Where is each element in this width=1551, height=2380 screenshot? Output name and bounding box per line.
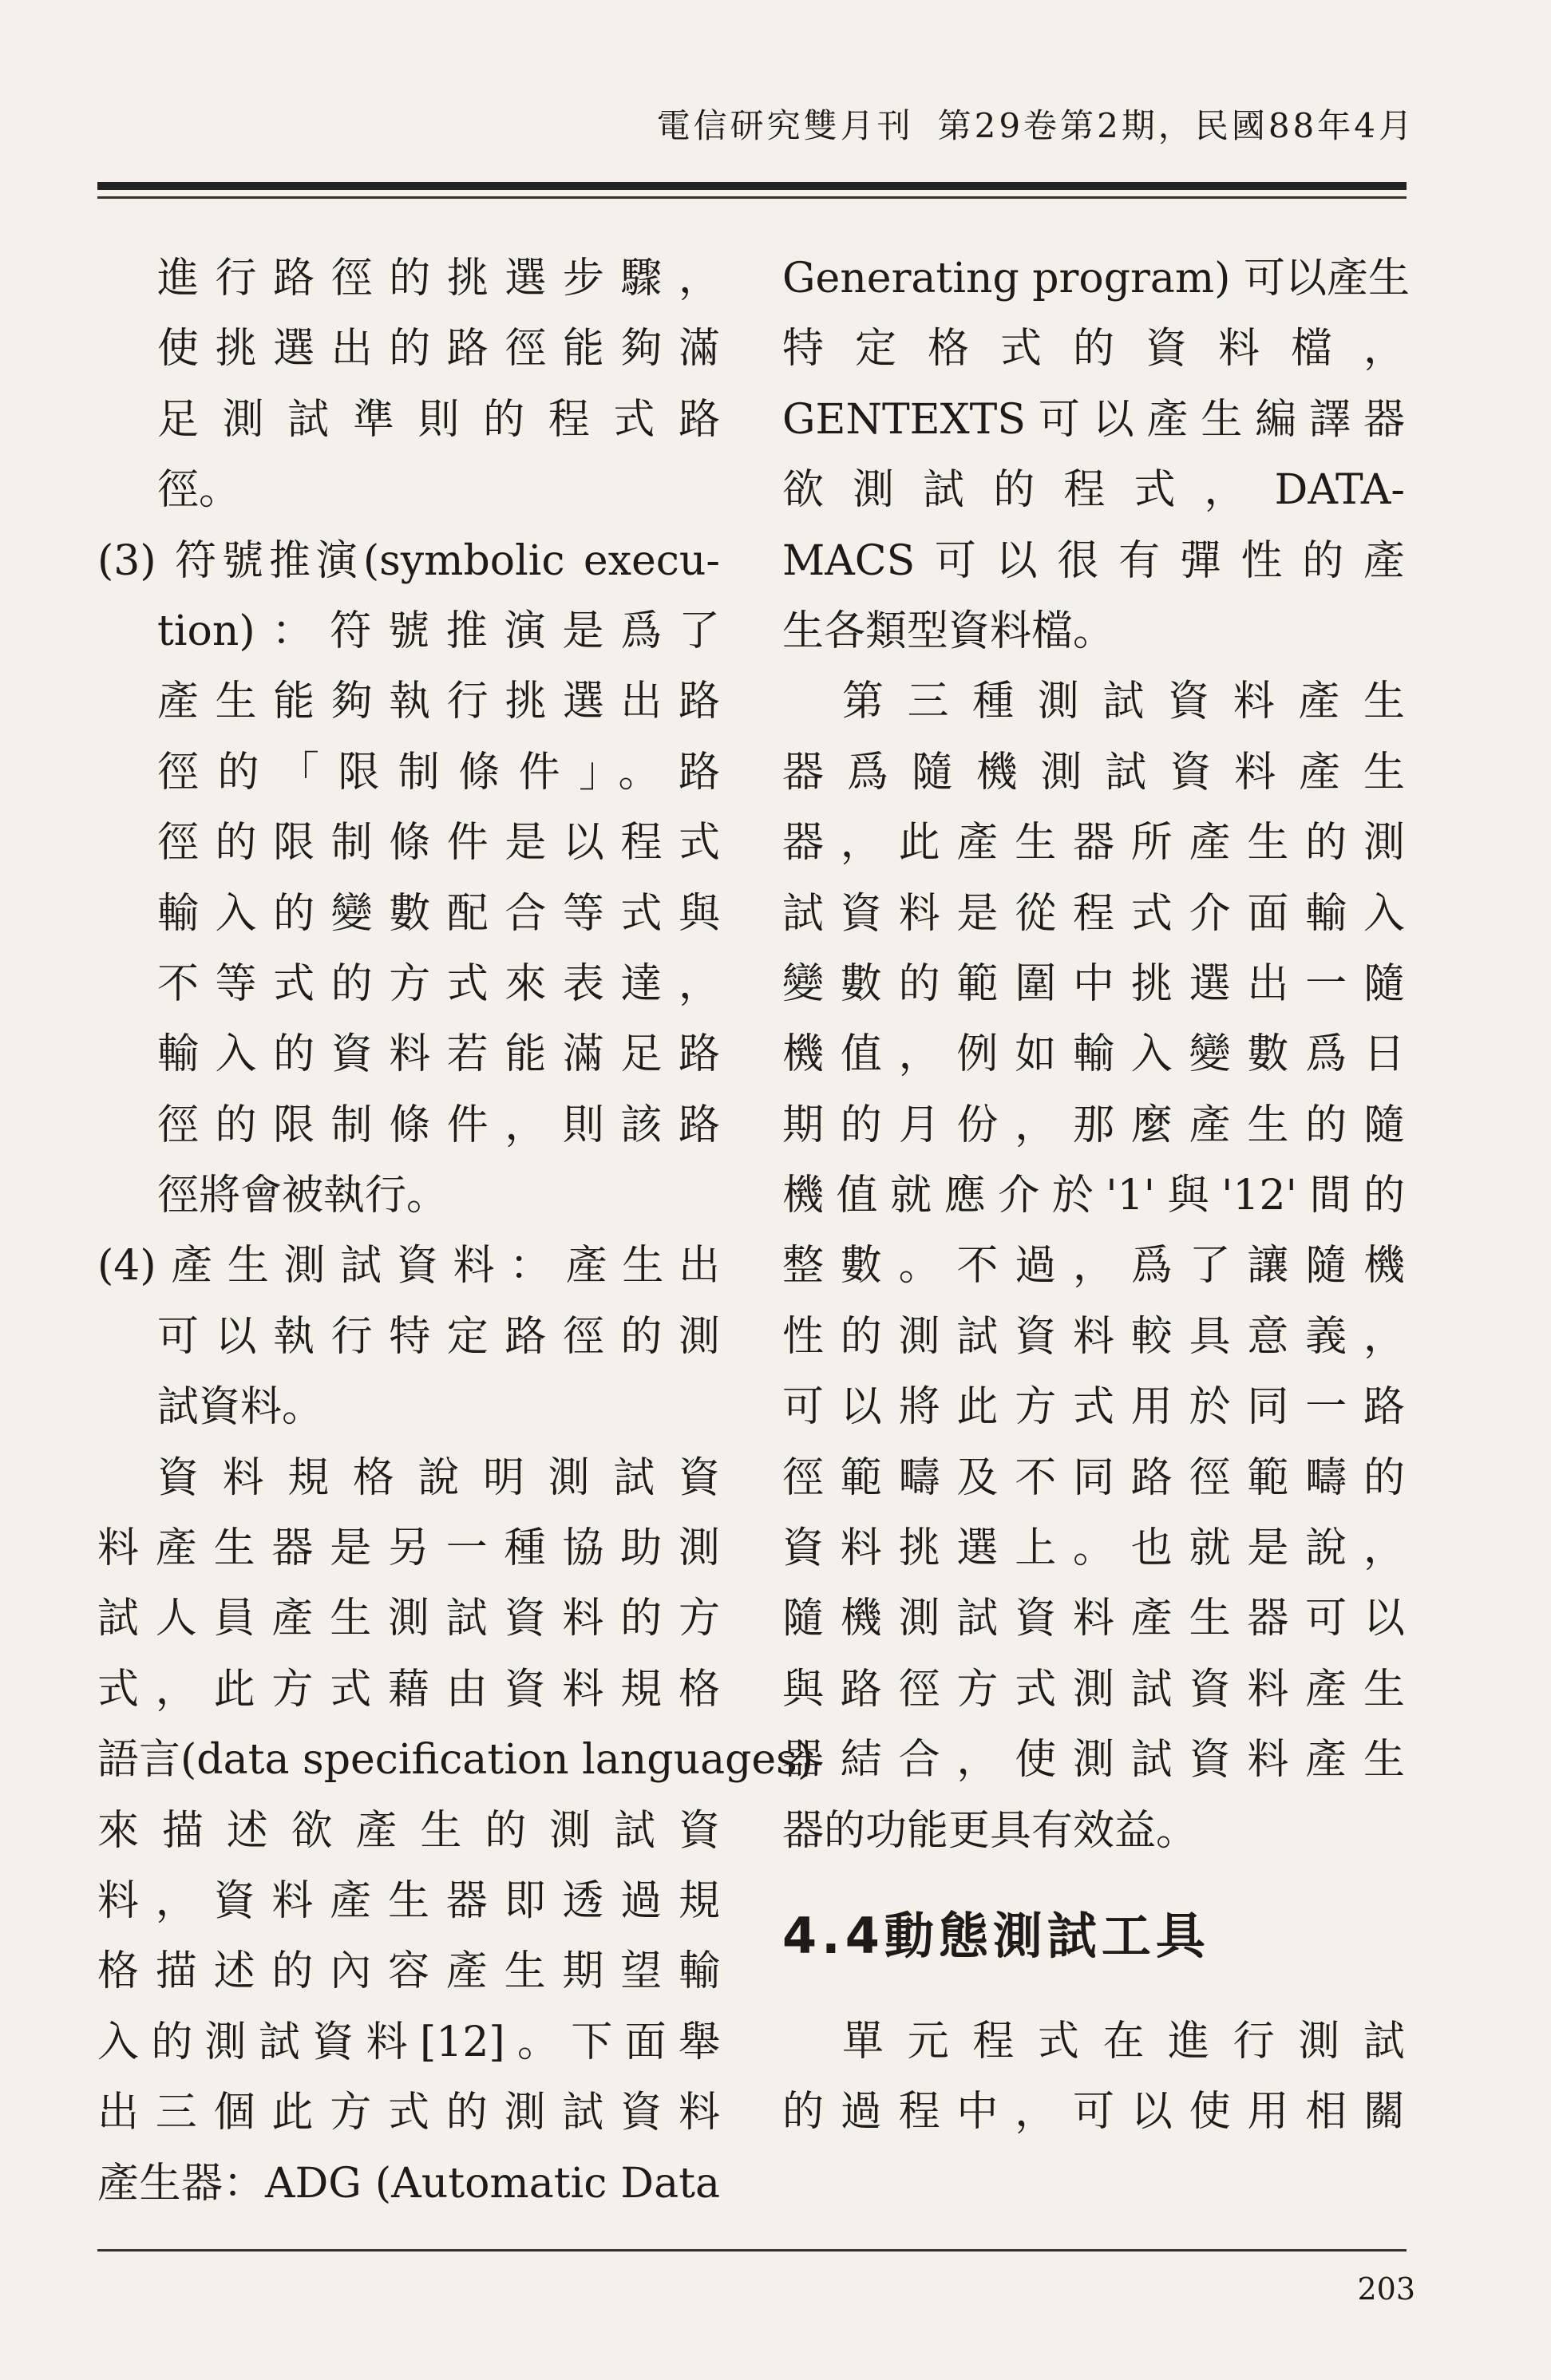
text-line: 徑範疇及不同路徑範疇的 [782,1453,1405,1502]
text-line: 器結合，使測試資料產生 [782,1736,1405,1785]
text-line: 不等式的方式來表達， [157,959,720,1008]
text-line: 特定格式的資料檔， [782,325,1405,374]
text-line: 料產生器是另一種協助測 [97,1524,720,1573]
text-line: (3) 符號推演(symbolic execu- [97,536,720,585]
journal-title: 電信研究雙月刊 [656,106,914,145]
text-line: 徑。 [157,466,241,515]
text-line: 進行路徑的挑選步驟， [157,255,720,302]
text-line: 機值，例如輸入變數爲日 [782,1030,1405,1079]
text-line: 器的功能更具有效益。 [782,1806,1198,1855]
text-line: 整數。不過，爲了讓隨機 [782,1242,1405,1291]
text-line: 輸入的資料若能滿足路 [157,1030,720,1079]
text-line: 語言(data specification languages) [97,1736,814,1785]
text-line: 變數的範圍中挑選出一隨 [782,959,1405,1008]
text-line: 隨機測試資料產生器可以 [782,1595,1405,1643]
text-line: 輸入的變數配合等式與 [157,889,720,938]
header-rule-thin [97,196,1407,199]
text-line: 來描述欲產生的測試資 [97,1806,720,1855]
text-line: (4)產生測試資料：產生出 [97,1242,720,1291]
text-line: 單元程式在進行測試 [842,2017,1405,2066]
text-line: 期的月份，那麼產生的隨 [782,1101,1405,1149]
text-line: 資料規格說明測試資 [157,1453,720,1502]
text-line: 產生器：ADG (Automatic Data [97,2159,720,2208]
text-line: 試資料。 [157,1383,324,1432]
text-line: 徑的限制條件，則該路 [157,1101,720,1149]
text-line: 器，此產生器所產生的測 [782,819,1405,868]
text-line: 徑的「限制條件」。路 [157,748,720,797]
text-line: 可以將此方式用於同一路 [782,1383,1405,1432]
text-line: Generating program) 可以產生 [782,255,1410,302]
footer-rule [97,2249,1407,2252]
text-line: 器爲隨機測試資料產生 [782,748,1405,797]
text-line: 生各類型資料檔。 [782,607,1115,655]
right-column [782,243,1410,2148]
text-line: 第三種測試資料產生 [842,678,1405,726]
text-line: 足測試準則的程式路 [157,395,720,444]
text-line: GENTEXTS可以產生編譯器 [782,395,1405,444]
text-line: MACS可以很有彈性的產 [782,536,1405,585]
text-line: 的過程中，可以使用相關 [782,2088,1405,2137]
text-line: 使挑選出的路徑能夠滿 [157,325,720,374]
text-line: 格描述的內容產生期望輸 [97,1947,720,1996]
text-line: 出三個此方式的測試資料 [97,2089,720,2137]
text-line: 性的測試資料較具意義， [782,1312,1405,1361]
text-line: 機值就應介於'1'與'12'間的 [782,1172,1405,1220]
text-line: 產生能夠執行挑選出路 [157,678,720,726]
section-heading: 4.4動態測試工具 [782,1906,1210,1965]
text-line: 與路徑方式測試資料產生 [782,1665,1405,1714]
text-line: 式，此方式藉由資料規格 [97,1665,720,1714]
issue-info: 第29卷第2期，民國88年4月 [937,106,1415,145]
header-rule-thick [97,182,1407,190]
text-line: 欲測試的程式，DATA- [782,466,1405,515]
text-line: 料，資料產生器即透過規 [97,1876,720,1925]
text-line: 徑將會被執行。 [157,1172,449,1220]
text-line: 可以執行特定路徑的測 [157,1312,720,1361]
text-line: 入的測試資料[12]。下面舉 [97,2018,720,2066]
text-line: 試資料是從程式介面輸入 [782,889,1405,938]
text-line: tion)：符號推演是爲了 [157,607,720,655]
left-column [97,243,814,2219]
text-line: 試人員產生測試資料的方 [97,1595,720,1643]
page-number: 203 [1357,2271,1415,2307]
text-line: 徑的限制條件是以程式 [157,819,720,868]
text-line: 資料挑選上。也就是說， [782,1524,1405,1573]
running-header [0,102,1551,150]
